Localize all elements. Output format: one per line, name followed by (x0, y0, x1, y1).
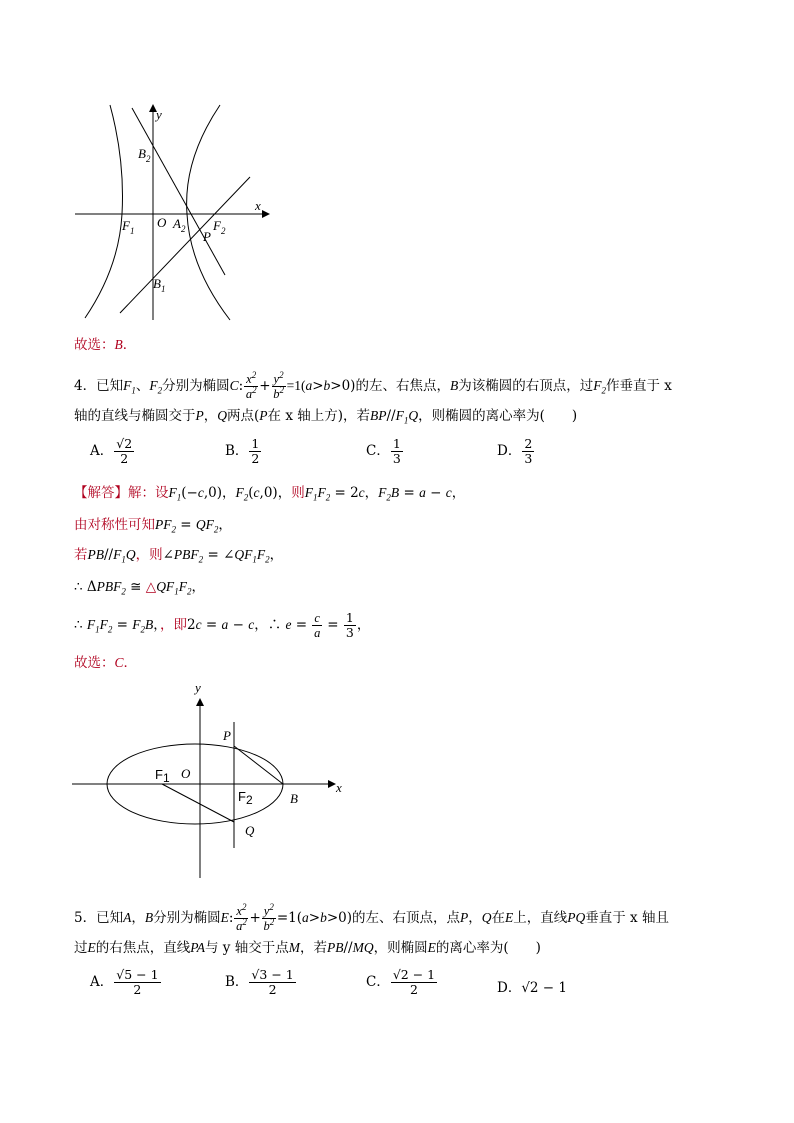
q4-line2: 轴的直线与椭圆交于P，Q两点(P在 x 轴上方)，若$BP//F_1Q$，则椭圆的离心率为( ) (74, 408, 578, 426)
q4-option-d: D． $\frac{2}{3}$ (497, 436, 533, 466)
fig2-x-label: x (336, 780, 342, 795)
fig1-o-label: O (157, 215, 167, 230)
fig2-y-label: y (195, 680, 201, 695)
fig2-b-label: B (290, 791, 298, 806)
q5-option-d: D．√2 − 1 (497, 980, 568, 996)
q5-option-a: A． $\frac{√5 - 1}{2}$ (90, 967, 159, 997)
fig1-f1-label: $F_1$ (122, 218, 135, 236)
fig1-b1-label: $B_1$ (153, 276, 166, 294)
fig1-f2-label: $F_2$ (213, 218, 226, 236)
solution-line2: 由对称性可知$PF_2 = QF_2$， (74, 517, 232, 535)
q5-option-b: B． $\frac{√3 - 1}{2}$ (225, 967, 294, 997)
fig2-p-label: P (223, 728, 231, 743)
q5-line2: 过E的右焦点，直线PA与 y 轴交于点M，若PB//MQ，则椭圆E的离心率为( ) (74, 940, 541, 956)
solution-answer-line: 故选：C． (74, 655, 138, 671)
solution-line5: ∴ $F_1F_2 = F_2B$，，即2c = a − c，∴ e = $\frac{c}{a}$ = $\frac{1}{3}$ ， (74, 610, 371, 640)
q4-option-b: B． $\frac{1}{2}$ (225, 436, 260, 466)
fig1-p-label: P (203, 229, 211, 244)
q5-option-c: C． $\frac{√2 - 1}{2}$ (366, 967, 436, 997)
solution-line4: ∴ $\Delta PBF_2$ ≅ $\triangle QF_1F_2$， (74, 579, 205, 597)
hyperbola-figure (70, 100, 280, 325)
q4-option-a: A． $\frac{√2}{2}$ (90, 436, 133, 466)
fig2-o-label: O (181, 766, 191, 781)
fig2-f2-label: F2 (238, 789, 253, 807)
ellipse-figure (70, 678, 360, 883)
q4-option-c: C． $\frac{1}{3}$ (366, 436, 401, 466)
q5-line1: 5．已知A，B分别为椭圆E: $\frac{x^2}{a^2}$ + $\frac{y^2}{b^2}$ =1(a>b>0)的左、右顶点，点P，Q在E上，直线PQ垂直于 x 轴且 (74, 901, 669, 933)
fig1-a2-label: $A_2$ (173, 216, 186, 234)
fig1-y-label: y (156, 107, 162, 122)
q4-line1: 4．已知$F_1$、$F_2$分别为椭圆C: $\frac{x^2}{a^2}$ + $\frac{y^2}{b^2}$ =1(a>b>0)的左、右焦点，B为该椭圆的右顶点，过$F_2$作垂直于 x (74, 369, 672, 401)
fig2-f1-label: F1 (155, 767, 170, 785)
fig1-x-label: x (255, 198, 261, 213)
fig1-b2-label: $B_2$ (138, 146, 151, 164)
answer1-line: 故选：B． (74, 337, 137, 353)
solution-line1: 【解答】解：设$F_1(-c,0)$，$F_2(c,0)$，则$F_1F_2 = 2c$，$F_2B = a - c$， (74, 485, 466, 503)
fig2-q-label: Q (245, 823, 255, 838)
solution-line3: 若$PB//F_1Q$，则$\angle PBF_2$ = $\angle QF_1F_2$， (74, 547, 284, 565)
